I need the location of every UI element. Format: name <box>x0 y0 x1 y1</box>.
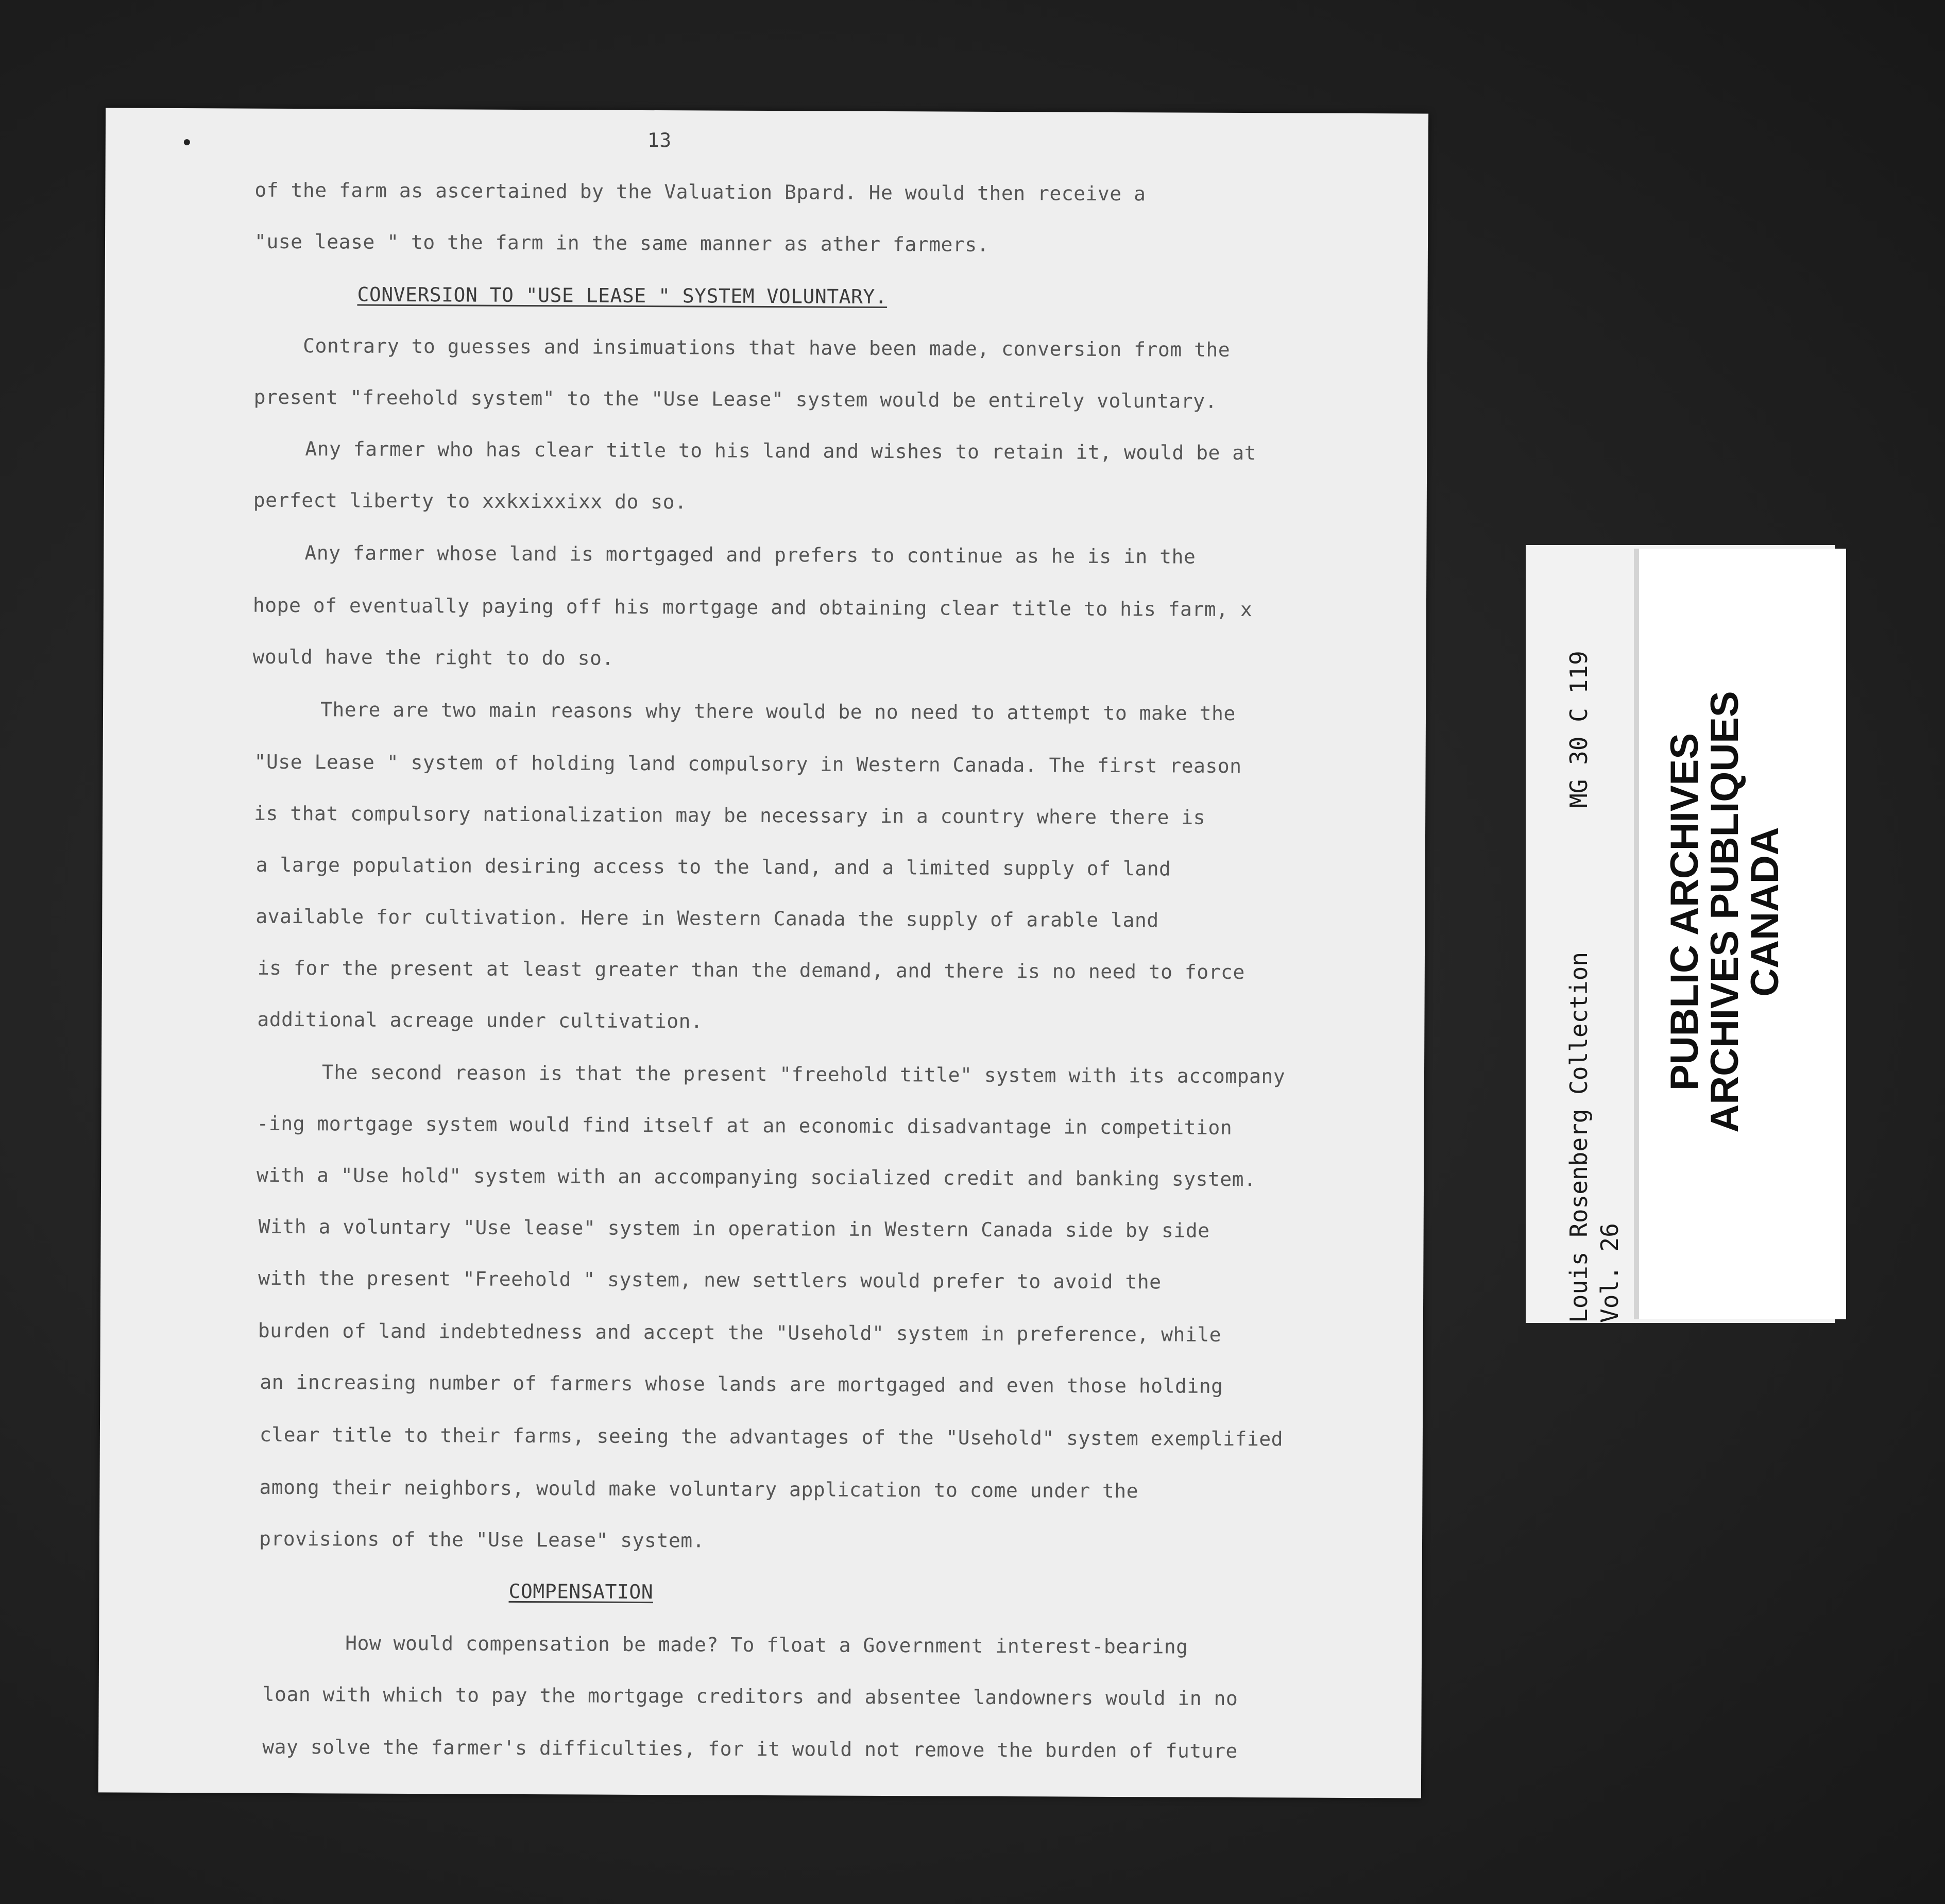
stamp-line-archives-publiques: ARCHIVES PUBLIQUES <box>1703 691 1747 1133</box>
text-line: among their neighbors, would make voluntary application to come under the <box>259 1475 1139 1503</box>
section-heading-compensation: COMPENSATION <box>508 1579 654 1604</box>
text-line: How would compensation be made? To float a Government interest-bearing <box>345 1631 1188 1658</box>
archive-stamp <box>1665 652 1785 1172</box>
text-line: would have the right to do so. <box>252 645 614 670</box>
text-line: present "freehold system" to the "Use Lease" system would be entirely voluntary. <box>253 385 1218 413</box>
text-line: additional acreage under cultivation. <box>257 1008 703 1033</box>
text-line: way solve the farmer's difficulties, for it would not remove the burden of future <box>262 1735 1238 1763</box>
text-line: Any farmer who has clear title to his land and wishes to retain it, would be at <box>305 437 1257 465</box>
text-line: hope of eventually paying off his mortgage and obtaining clear title to his farm, x <box>252 593 1253 621</box>
text-line: perfect liberty to xxkxixxixx do so. <box>253 488 687 514</box>
text-line: is that compulsory nationalization may be necessary in a country where there is <box>254 802 1206 829</box>
section-heading-conversion: CONVERSION TO "USE LEASE " SYSTEM VOLUNTARY. <box>357 283 888 309</box>
text-line: Any farmer whose land is mortgaged and prefers to continue as he is in the <box>304 541 1196 568</box>
text-line: "use lease " to the farm in the same manner as ather farmers. <box>254 230 989 256</box>
text-line: clear title to their farms, seeing the advantages of the "Usehold" system exemplified <box>259 1423 1284 1451</box>
text-line: "Use Lease " system of holding land compulsory in Western Canada. The first reason <box>254 750 1242 778</box>
page-number: 13 <box>647 129 672 152</box>
collection-reference: MG 30 C 119 <box>1565 651 1593 808</box>
text-line: provisions of the "Use Lease" system. <box>259 1527 705 1552</box>
text-line: Contrary to guesses and insimuations that have been made, conversion from the <box>303 334 1231 361</box>
volume-number: Vol. 26 <box>1596 1223 1624 1323</box>
text-line: a large population desiring access to the land, and a limited supply of land <box>255 853 1171 880</box>
typed-page <box>98 108 1428 1798</box>
text-line: With a voluntary "Use lease" system in operation in Western Canada side by side <box>258 1215 1210 1242</box>
text-line: There are two main reasons why there would be no need to attempt to make the <box>320 698 1236 725</box>
text-line: of the farm as ascertained by the Valuation Bpard. He would then receive a <box>254 178 1146 206</box>
text-line: loan with which to pay the mortgage creditors and absentee landowners would in no <box>262 1682 1238 1710</box>
text-line: The second reason is that the present "freehold title" system with its accompany <box>321 1061 1286 1088</box>
stamp-line-public-archives: PUBLIC ARCHIVES <box>1663 733 1707 1091</box>
text-line: an increasing number of farmers whose lands are mortgaged and even those holding <box>260 1370 1223 1398</box>
margin-dot <box>184 139 190 145</box>
text-line: with the present "Freehold " system, new settlers would prefer to avoid the <box>258 1266 1162 1294</box>
text-line: -ing mortgage system would find itself at an economic disadvantage in competition <box>257 1112 1233 1139</box>
text-line: with a "Use hold" system with an accompanying socialized credit and banking system. <box>257 1163 1256 1191</box>
text-line: burden of land indebtedness and accept the "Usehold" system in preference, while <box>258 1319 1222 1346</box>
archive-stamp-strip <box>1634 549 1846 1319</box>
stamp-line-canada: CANADA <box>1743 827 1787 997</box>
text-line: available for cultivation. Here in Western Canada the supply of arable land <box>255 905 1159 932</box>
collection-name: Louis Rosenberg Collection <box>1565 951 1593 1323</box>
text-line: is for the present at least greater than the demand, and there is no need to force <box>257 956 1245 984</box>
